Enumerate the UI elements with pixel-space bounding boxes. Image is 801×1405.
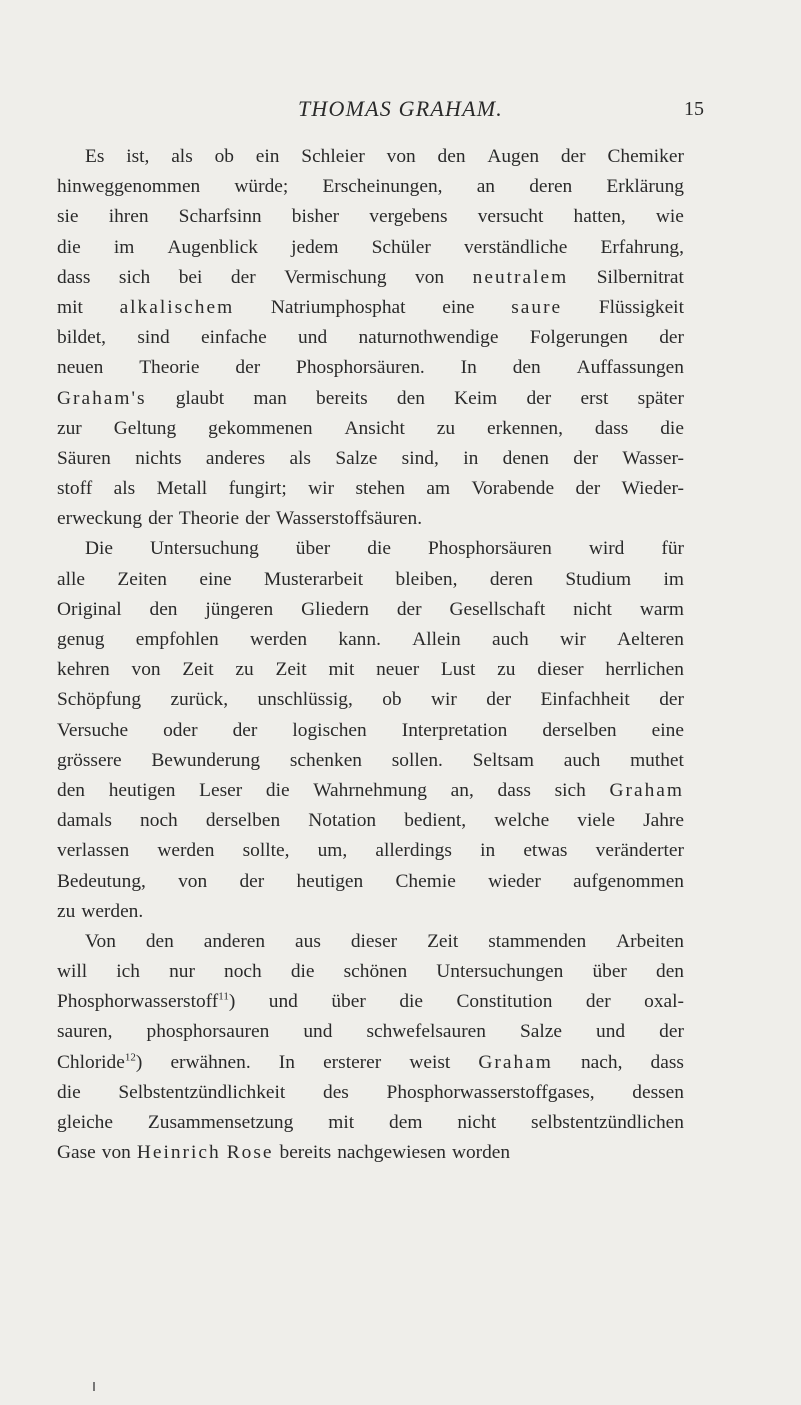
- paragraph: [57, 142, 684, 534]
- text-line: erweckung der Theorie der Wasserstoffsäuren.: [57, 508, 423, 530]
- paragraph: [57, 927, 684, 1169]
- text-line: grössere Bewunderung schenken sollen. Seltsam auch muthet: [57, 749, 684, 771]
- text-line: neuen Theorie der Phosphorsäuren. In den Auffassungen: [57, 357, 684, 379]
- text-line: Schöpfung zurück, unschlüssig, ob wir der Einfachheit der: [57, 689, 684, 711]
- text-line: Säuren nichts anderes als Salze sind, in denen der Wasser-: [57, 447, 684, 469]
- text-line: sauren, phosphorsauren und schwefelsauren Salze und der: [57, 1021, 684, 1043]
- body-text: [57, 142, 684, 1168]
- text-line: stoff als Metall fungirt; wir stehen am Vorabende der Wieder-: [57, 478, 684, 500]
- text-line: kehren von Zeit zu Zeit mit neuer Lust zu dieser herrlichen: [57, 659, 684, 681]
- text-line: alle Zeiten eine Musterarbeit bleiben, deren Studium im: [57, 568, 684, 590]
- text-line: Graham's glaubt man bereits den Keim der erst später: [57, 387, 684, 409]
- text-line: sie ihren Scharfsinn bisher vergebens versucht hatten, wie: [57, 206, 684, 228]
- text-line: dass sich bei der Vermischung von neutralem Silbernitrat: [57, 266, 684, 288]
- text-line: bildet, sind einfache und naturnothwendige Folgerungen der: [57, 327, 684, 349]
- text-line: Chloride$^{12}$) erwähnen. In ersterer weist Graham nach, dass: [57, 1051, 684, 1073]
- text-line: zu werden.: [57, 900, 144, 922]
- text-line: Von den anderen aus dieser Zeit stammenden Arbeiten: [85, 930, 684, 952]
- text-line: Original den jüngeren Gliedern der Gesellschaft nicht warm: [57, 598, 684, 620]
- text-line: damals noch derselben Notation bedient, welche viele Jahre: [57, 810, 684, 832]
- text-line: will ich nur noch die schönen Untersuchungen über den: [57, 961, 684, 983]
- text-line: die Selbstentzündlichkeit des Phosphorwasserstoffgases, dessen: [57, 1081, 684, 1103]
- page-number: 15: [684, 98, 704, 120]
- text-line: Es ist, als ob ein Schleier von den Augen der Chemiker: [85, 146, 684, 167]
- text-line: verlassen werden sollte, um, allerdings in etwas veränderter: [57, 840, 684, 862]
- text-line: Versuche oder der logischen Interpretation derselben eine: [57, 719, 684, 741]
- text-line: Die Untersuchung über die Phosphorsäuren wird für: [85, 538, 684, 560]
- scan-mark: [93, 1382, 95, 1391]
- text-line: zur Geltung gekommenen Ansicht zu erkennen, dass die: [57, 417, 684, 439]
- text-line: Gase von Heinrich Rose bereits nachgewiesen worden: [57, 1142, 511, 1164]
- paragraph: [57, 534, 684, 926]
- text-line: hinweggenommen würde; Erscheinungen, an deren Erklärung: [57, 176, 684, 198]
- text-line: Bedeutung, von der heutigen Chemie wieder aufgenommen: [57, 870, 684, 892]
- text-line: mit alkalischem Natriumphosphat eine saure Flüssigkeit: [57, 296, 684, 318]
- running-title: THOMAS GRAHAM.: [298, 96, 503, 121]
- text-line: die im Augenblick jedem Schüler verständliche Erfahrung,: [57, 236, 684, 258]
- text-line: genug empfohlen werden kann. Allein auch wir Aelteren: [57, 629, 684, 650]
- text-line: gleiche Zusammensetzung mit dem nicht selbstentzündlichen: [57, 1112, 684, 1133]
- text-line: den heutigen Leser die Wahrnehmung an, dass sich Graham: [57, 779, 684, 801]
- text-line: Phosphorwasserstoff$^{11}$) und über die Constitution der oxal-: [57, 990, 684, 1013]
- page-header: [0, 96, 801, 130]
